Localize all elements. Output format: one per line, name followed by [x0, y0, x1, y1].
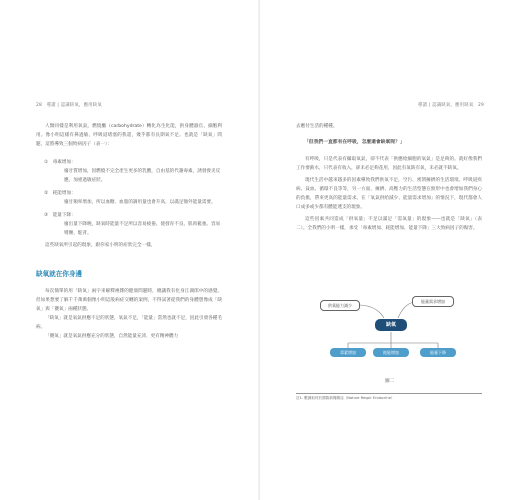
- continuation-text: 去應付生活的種種。: [296, 124, 338, 129]
- factor-2-title: ② 耗能增加：: [44, 191, 76, 196]
- energy-decline-node: 能量下降: [420, 348, 456, 357]
- toxin-increase-node: 毒素增加: [330, 348, 366, 357]
- footnote: 註1. 數據取材於國際新聞雜誌（Nature Respir Endocrine）: [296, 396, 395, 400]
- right-paragraph-2: 現代生活中越來越多的因素導致我們供氧不足，空污、密閉擁擠的生活環境、呼吸道疾病、貧血、循環不良等等，另一方面，擁擠、高壓力的生活型態在無形中也會增加我們身心的負擔，帶來更高的能量需求。在「氧氣供給減少、能量需求增加」的情況下，現代都會人口成多或少都有體能透支的現象。: [296, 178, 482, 210]
- factor-3-title: ③ 能量下降：: [44, 213, 76, 218]
- closing-paragraph: [36, 241, 222, 250]
- energy-consumption-node: 耗能增加: [373, 348, 409, 357]
- closing-text: 這些缺氧所引起的現象，跟你家小明的症狀完全一樣。: [45, 243, 156, 248]
- intro-text: 人類同樣是利用氧氣，燃燒醣（carbohydrate）轉化為生化能，供身體器官、細胞利用。像小明這樣有鼻過敏、呼吸道堵塞的我還，幾乎都有長期氧不足。也就是「缺氧」問題，這將導致三個致病因子（表一）：: [36, 124, 222, 147]
- factor-item-2: [44, 189, 224, 207]
- left-running-head: 28 導讀 | 認識缺氧，應用缺氧: [36, 103, 102, 108]
- factor-1-body: 廢甘質增加，因燃燒不完全產生更多的乳酸，自由基的代謝毒素，誘發發炎反應，加重過敏症狀。: [64, 169, 221, 183]
- pull-quote: 「但我們一直都有在呼吸，怎麼還會缺氧呢？」: [304, 140, 405, 145]
- right-body: [296, 155, 482, 233]
- section-paragraph-2: 「缺氧」就是氧氣供應不足的狀態，氧氣不足，「能量」當然也就不足，因此引發各種毛病。: [36, 316, 222, 330]
- section-heading: 缺氧就在你身邊: [36, 270, 83, 278]
- figure-caption: 圖二: [385, 379, 395, 384]
- section-paragraph-3: 「優氧」就是氧氣供應充分的狀態，自然能量充沛，更有精神體力: [45, 334, 179, 339]
- oxygen-deficit-diagram: [296, 292, 486, 362]
- continuation-paragraph: [296, 122, 482, 131]
- factor-2-body: 廢甘頻率增加，所以血糖、血脂的調用量也會升高，以滿足額外能量需要。: [64, 200, 216, 205]
- factor-item-3: [44, 211, 224, 238]
- hypoxia-center-node: 缺氧: [375, 319, 407, 331]
- factor-1-title: ① 毒素增加：: [44, 160, 76, 165]
- right-paragraph-3: 這些因素共同造成「供氧量」不足以滿足「需氧量」的現象——也就是「缺氧」（表二）。全我們的小明一樣，承受「毒素增加、耗能增加、能量下降」三大致病因子的傷害。: [296, 217, 482, 231]
- section-body: [36, 287, 222, 341]
- supply-decrease-node: 供氧能力減少: [320, 300, 360, 311]
- factor-3-body: 廢出量下降晚，缺氧時能量不足所以容易疲倦、使發育不良、肌肉鬆弛、容易彎腰、駝背。: [64, 222, 221, 236]
- section-paragraph-1: 每次簡單的用「缺氧」兩字來解釋複雜的健康問題時，總讓我有化身江湖郎中的感覺。但如果想要了解千千萬萬個像小明這般病症交纏的案例，不得試著從我們的身體想像成「缺氧」與「優氧」兩種狀態。: [36, 289, 222, 312]
- right-paragraph-1: 有呼吸，只是代表有攝取氧氣，卻不代表「供應給細胞的氧氣」是足夠的。就好像我們工作要薪水，只代表有收入，卻未必足夠花用，因此有氧缺有氧，未必就不缺氧。: [296, 157, 482, 171]
- factor-list: [44, 158, 224, 238]
- right-running-head: 導讀 | 認識缺氧，應用缺氧 29: [418, 103, 484, 108]
- demand-increase-node: 能量需求增加: [412, 296, 454, 307]
- factor-item-1: [44, 158, 224, 185]
- footnote-divider: [296, 393, 482, 394]
- intro-paragraph: [36, 122, 222, 149]
- right-page: [260, 0, 520, 500]
